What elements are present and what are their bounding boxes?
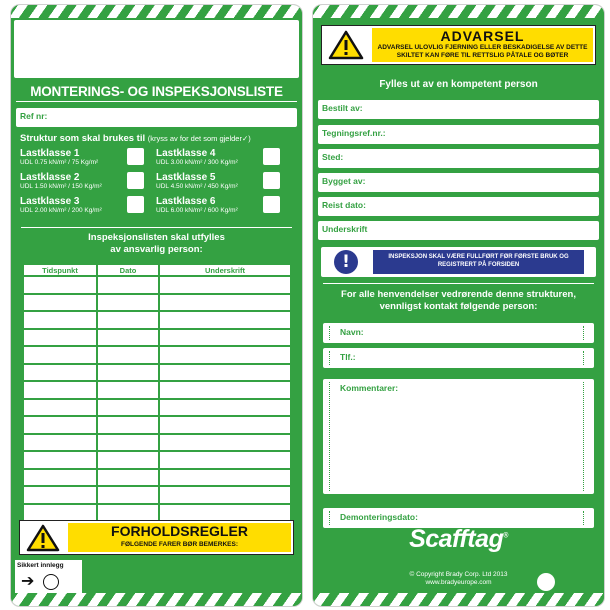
dotted-border	[583, 326, 584, 340]
table-row	[24, 382, 290, 398]
copyright-notice	[313, 571, 604, 587]
load-class-6	[156, 196, 238, 215]
load-class-name: Lastklasse 3	[20, 196, 80, 207]
back-card	[312, 4, 605, 607]
signature-cell[interactable]	[160, 312, 290, 328]
time-cell[interactable]	[24, 312, 96, 328]
table-row	[24, 347, 290, 363]
date-cell[interactable]	[98, 277, 158, 293]
date-cell[interactable]	[98, 330, 158, 346]
table-row	[24, 312, 290, 328]
warning-triangle-icon	[26, 524, 60, 552]
table-row	[24, 365, 290, 381]
ref-number-label: Ref nr:	[20, 111, 48, 121]
ordered-by-field[interactable]	[318, 100, 599, 119]
load-class-name: Lastklasse 6	[156, 196, 216, 207]
table-row	[24, 400, 290, 416]
load-class-udl: UDL 3.00 kN/m² / 300 Kg/m²	[156, 159, 238, 166]
signature-cell[interactable]	[160, 330, 290, 346]
time-cell[interactable]	[24, 400, 96, 416]
signature-cell[interactable]	[160, 435, 290, 451]
load-class-3	[20, 196, 102, 215]
time-cell[interactable]	[24, 277, 96, 293]
brand-name: Scafftag	[409, 525, 504, 553]
time-cell[interactable]	[24, 435, 96, 451]
comments-label: Kommentarer:	[340, 383, 399, 393]
warning-title: ADVARSEL	[440, 28, 525, 44]
dotted-border	[329, 511, 330, 525]
table-row	[24, 470, 290, 486]
load-class-4	[156, 148, 238, 167]
load-class-1-checkbox[interactable]	[127, 148, 144, 165]
warning-subtitle: ADVARSEL ULOVLIG FJERNING ELLER BESKADIGELSE AV DETTE SKILTET KAN FØRE TIL RETTSLIG PÅTALE OG BØTER	[377, 44, 588, 59]
table-row	[24, 452, 290, 468]
signature-field[interactable]	[318, 221, 599, 240]
drawing-ref-label: Tegningsref.nr.:	[322, 128, 386, 138]
structure-hint	[148, 134, 251, 143]
dismantle-date-label: Demonteringsdato:	[340, 512, 418, 522]
date-cell[interactable]	[98, 470, 158, 486]
date-cell[interactable]	[98, 487, 158, 503]
dotted-border	[583, 382, 584, 491]
column-header-signature: Underskrift	[160, 265, 290, 275]
load-class-udl: UDL 6.00 kN/m² / 600 Kg/m²	[156, 207, 238, 214]
signature-cell[interactable]	[160, 505, 290, 521]
exclamation-icon: !	[334, 250, 358, 274]
drawing-ref-field[interactable]	[318, 125, 599, 144]
website-link[interactable]: www.bradyeurope.com	[425, 579, 492, 586]
fill-in-heading: Fylles ut av en kompetent person	[379, 79, 538, 90]
structure-hint-text: (kryss av for det som gjelder	[147, 134, 242, 143]
dotted-border	[329, 326, 330, 340]
precautions-subtitle: FØLGENDE FARER BØR BEMERKES:	[120, 541, 238, 548]
time-cell[interactable]	[24, 452, 96, 468]
location-label: Sted:	[322, 152, 344, 162]
front-card	[10, 4, 303, 607]
ref-number-field[interactable]	[16, 108, 297, 127]
erected-date-field[interactable]	[318, 197, 599, 216]
load-class-5-checkbox[interactable]	[263, 172, 280, 189]
date-cell[interactable]	[98, 452, 158, 468]
time-cell[interactable]	[24, 330, 96, 346]
precautions-label	[68, 523, 291, 552]
load-class-2-checkbox[interactable]	[127, 172, 144, 189]
precautions-panel	[19, 520, 294, 555]
time-cell[interactable]	[24, 347, 96, 363]
warning-triangle-icon	[328, 30, 364, 60]
structure-heading	[20, 133, 251, 144]
signature-label: Underskrift	[322, 224, 368, 234]
load-class-name: Lastklasse 4	[156, 148, 216, 159]
table-row	[24, 295, 290, 311]
contact-phone-label: Tlf.:	[340, 352, 356, 362]
inspection-line-2: av ansvarlig person:	[110, 244, 203, 255]
hazard-stripe-bottom	[11, 593, 302, 606]
inspection-line-1: Inspeksjonslisten skal utfylles	[88, 232, 225, 243]
load-class-6-checkbox[interactable]	[263, 196, 280, 213]
load-class-name: Lastklasse 2	[20, 172, 80, 183]
location-field[interactable]	[318, 149, 599, 168]
time-cell[interactable]	[24, 487, 96, 503]
secure-insert-label: Sikkert innlegg	[17, 562, 64, 569]
copyright-text: © Copyright Brady Corp. Ltd 2013	[409, 571, 508, 578]
contact-name-field[interactable]	[323, 323, 594, 343]
dotted-border	[583, 351, 584, 365]
date-cell[interactable]	[98, 435, 158, 451]
divider	[21, 227, 292, 228]
time-cell[interactable]	[24, 365, 96, 381]
table-row	[24, 435, 290, 451]
signature-cell[interactable]	[160, 417, 290, 433]
dotted-border	[329, 351, 330, 365]
warning-label	[372, 28, 593, 62]
time-cell[interactable]	[24, 417, 96, 433]
date-cell[interactable]	[98, 347, 158, 363]
date-cell[interactable]	[98, 505, 158, 521]
load-class-4-checkbox[interactable]	[263, 148, 280, 165]
time-cell[interactable]	[24, 295, 96, 311]
load-class-1	[20, 148, 98, 167]
date-cell[interactable]	[98, 365, 158, 381]
inspection-table	[22, 263, 292, 522]
inspection-notice	[321, 247, 596, 277]
inspection-instruction	[11, 232, 302, 256]
hazard-stripe-bottom	[313, 593, 604, 606]
load-class-udl: UDL 0.75 kN/m² / 75 Kg/m²	[20, 159, 99, 166]
load-class-name: Lastklasse 1	[20, 148, 80, 159]
erected-date-label: Reist dato:	[322, 200, 366, 210]
date-cell[interactable]	[98, 312, 158, 328]
signature-cell[interactable]	[160, 295, 290, 311]
load-class-name: Lastklasse 5	[156, 172, 216, 183]
date-cell[interactable]	[98, 295, 158, 311]
table-row	[24, 487, 290, 503]
column-header-time: Tidspunkt	[24, 265, 96, 275]
load-class-3-checkbox[interactable]	[127, 196, 144, 213]
load-class-5	[156, 172, 238, 191]
comments-field[interactable]	[323, 379, 594, 494]
mounting-hole	[537, 573, 555, 591]
checkmark-icon: ✓)	[241, 134, 251, 143]
signature-cell[interactable]	[160, 452, 290, 468]
signature-cell[interactable]	[160, 382, 290, 398]
built-by-field[interactable]	[318, 173, 599, 192]
table-row	[24, 277, 290, 293]
secure-insert-panel	[15, 560, 82, 596]
contact-instruction	[313, 289, 604, 313]
divider	[323, 283, 594, 284]
built-by-label: Bygget av:	[322, 176, 366, 186]
signature-cell[interactable]	[160, 487, 290, 503]
hazard-stripe-top	[11, 5, 302, 18]
brand-logo	[313, 525, 604, 554]
hazard-stripe-top	[313, 5, 604, 18]
divider	[16, 101, 297, 102]
load-class-udl: UDL 2.00 kN/m² / 200 Kg/m²	[20, 207, 102, 214]
table-row	[24, 330, 290, 346]
signature-cell[interactable]	[160, 277, 290, 293]
inspection-notice-text: INSPEKSJON SKAL VÆRE FULLFØRT FØR FØRSTE BRUK OG REGISTRERT PÅ FORSIDEN	[373, 250, 584, 274]
precautions-title: FORHOLDSREGLER	[111, 523, 248, 539]
ordered-by-label: Bestilt av:	[322, 103, 363, 113]
time-cell[interactable]	[24, 382, 96, 398]
contact-line-1: For alle henvendelser vedrørende denne strukturen,	[341, 289, 576, 300]
structure-heading-text: Struktur som skal brukes til	[20, 133, 146, 144]
time-cell[interactable]	[24, 470, 96, 486]
dotted-border	[329, 382, 330, 491]
contact-name-label: Navn:	[340, 327, 364, 337]
date-cell[interactable]	[98, 400, 158, 416]
contact-phone-field[interactable]	[323, 348, 594, 368]
table-row	[24, 417, 290, 433]
dotted-border	[583, 511, 584, 525]
table-row	[24, 505, 290, 521]
signature-cell[interactable]	[160, 470, 290, 486]
contact-line-2: vennligst kontakt følgende person:	[379, 301, 538, 312]
load-class-udl: UDL 1.50 kN/m² / 150 Kg/m²	[20, 183, 102, 190]
registered-mark: ®	[503, 532, 508, 540]
blank-header-area	[14, 20, 299, 78]
warning-panel	[321, 25, 596, 65]
time-cell[interactable]	[24, 505, 96, 521]
signature-cell[interactable]	[160, 400, 290, 416]
arrow-right-icon: ➔	[21, 573, 35, 590]
date-cell[interactable]	[98, 382, 158, 398]
signature-cell[interactable]	[160, 365, 290, 381]
circle-icon	[43, 574, 59, 590]
column-header-date: Dato	[98, 265, 158, 275]
load-class-2	[20, 172, 102, 191]
date-cell[interactable]	[98, 417, 158, 433]
load-class-udl: UDL 4.50 kN/m² / 450 Kg/m²	[156, 183, 238, 190]
page-title: MONTERINGS- OG INSPEKSJONSLISTE	[30, 84, 283, 99]
signature-cell[interactable]	[160, 347, 290, 363]
